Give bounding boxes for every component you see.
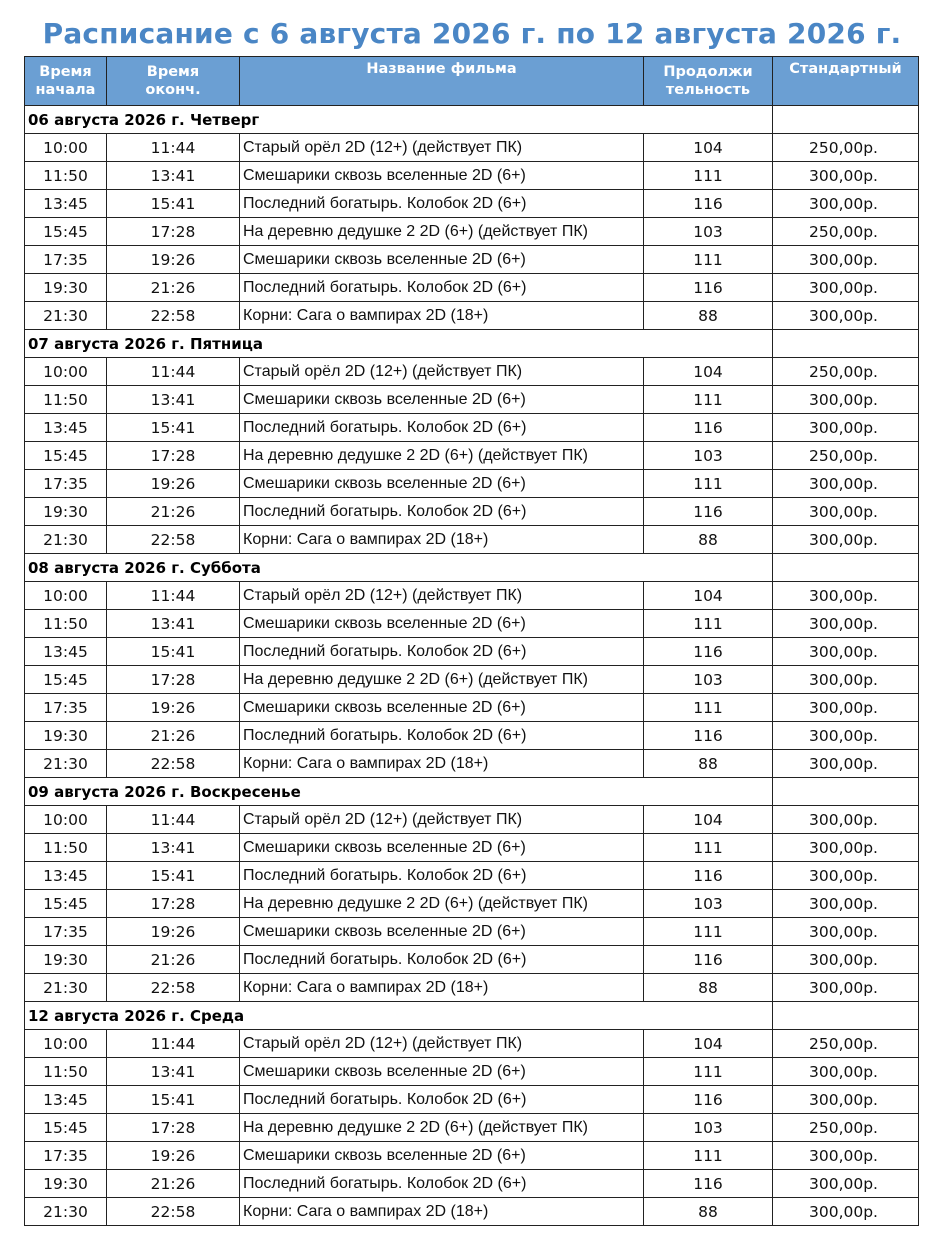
cell-end: 21:26 [107,946,240,974]
cell-price: 300,00р. [773,1086,919,1114]
cell-price: 300,00р. [773,414,919,442]
cell-film: На деревню дедушке 2 2D (6+) (действует ПК) [240,666,644,694]
cell-end: 11:44 [107,358,240,386]
cell-duration: 88 [644,526,773,554]
table-row [25,246,919,274]
cell-start: 11:50 [25,1058,107,1086]
day-header-row [25,106,919,134]
cell-film: Последний богатырь. Колобок 2D (6+) [240,722,644,750]
cell-start: 17:35 [25,470,107,498]
cell-film: Смешарики сквозь вселенные 2D (6+) [240,386,644,414]
cell-film: Корни: Сага о вампирах 2D (18+) [240,750,644,778]
cell-end: 13:41 [107,834,240,862]
cell-start: 11:50 [25,834,107,862]
cell-start: 17:35 [25,918,107,946]
cell-duration: 111 [644,1142,773,1170]
table-row [25,1142,919,1170]
cell-start: 10:00 [25,358,107,386]
cell-end: 11:44 [107,806,240,834]
cell-end: 19:26 [107,246,240,274]
cell-price: 300,00р. [773,694,919,722]
day-header-row [25,330,919,358]
cell-price: 300,00р. [773,386,919,414]
table-row [25,1198,919,1226]
cell-film: Корни: Сага о вампирах 2D (18+) [240,974,644,1002]
day-header-row [25,778,919,806]
cell-start: 21:30 [25,750,107,778]
day-label-blank-cell [773,778,919,806]
cell-start: 17:35 [25,246,107,274]
cell-end: 15:41 [107,414,240,442]
table-row [25,414,919,442]
cell-duration: 103 [644,218,773,246]
header-price: Стандартный [773,57,919,106]
cell-price: 300,00р. [773,946,919,974]
day-label: 12 августа 2026 г. Среда [25,1002,773,1030]
cell-film: Смешарики сквозь вселенные 2D (6+) [240,918,644,946]
day-label-blank-cell [773,106,919,134]
cell-film: Корни: Сага о вампирах 2D (18+) [240,302,644,330]
day-label-blank-cell [773,1002,919,1030]
cell-duration: 111 [644,470,773,498]
table-row [25,666,919,694]
schedule-table [24,56,919,1226]
table-row [25,526,919,554]
table-row [25,974,919,1002]
table-row [25,582,919,610]
table-row [25,1086,919,1114]
cell-start: 13:45 [25,862,107,890]
table-row [25,750,919,778]
day-label: 06 августа 2026 г. Четверг [25,106,773,134]
cell-end: 15:41 [107,638,240,666]
cell-film: Последний богатырь. Колобок 2D (6+) [240,414,644,442]
cell-duration: 116 [644,414,773,442]
cell-price: 300,00р. [773,806,919,834]
cell-price: 250,00р. [773,1030,919,1058]
cell-duration: 116 [644,274,773,302]
cell-end: 19:26 [107,1142,240,1170]
cell-end: 19:26 [107,918,240,946]
table-row [25,610,919,638]
cell-price: 300,00р. [773,498,919,526]
cell-price: 300,00р. [773,638,919,666]
cell-start: 15:45 [25,666,107,694]
cell-start: 21:30 [25,1198,107,1226]
cell-start: 10:00 [25,1030,107,1058]
cell-duration: 103 [644,1114,773,1142]
cell-duration: 111 [644,918,773,946]
cell-price: 300,00р. [773,162,919,190]
cell-end: 17:28 [107,666,240,694]
header-duration: Продолжи тельность [644,57,773,106]
cell-film: Смешарики сквозь вселенные 2D (6+) [240,162,644,190]
cell-film: Корни: Сага о вампирах 2D (18+) [240,526,644,554]
table-row [25,806,919,834]
table-row [25,498,919,526]
table-row [25,862,919,890]
cell-film: Последний богатырь. Колобок 2D (6+) [240,862,644,890]
header-start-time: Время начала [25,57,107,106]
cell-end: 22:58 [107,302,240,330]
cell-price: 300,00р. [773,246,919,274]
cell-price: 250,00р. [773,442,919,470]
day-header-row [25,1002,919,1030]
table-row [25,190,919,218]
cell-duration: 111 [644,610,773,638]
table-row [25,302,919,330]
cell-price: 300,00р. [773,470,919,498]
table-body [25,106,919,1226]
table-row [25,946,919,974]
cell-film: Старый орёл 2D (12+) (действует ПК) [240,1030,644,1058]
cell-price: 300,00р. [773,610,919,638]
cell-start: 19:30 [25,274,107,302]
table-row [25,1170,919,1198]
cell-end: 13:41 [107,610,240,638]
cell-end: 21:26 [107,1170,240,1198]
cell-end: 15:41 [107,1086,240,1114]
table-row [25,470,919,498]
cell-film: Последний богатырь. Колобок 2D (6+) [240,498,644,526]
cell-duration: 104 [644,1030,773,1058]
cell-film: На деревню дедушке 2 2D (6+) (действует ПК) [240,890,644,918]
cell-start: 15:45 [25,1114,107,1142]
cell-film: Смешарики сквозь вселенные 2D (6+) [240,470,644,498]
table-row [25,918,919,946]
table-row [25,218,919,246]
cell-start: 10:00 [25,134,107,162]
cell-price: 300,00р. [773,582,919,610]
cell-price: 300,00р. [773,890,919,918]
cell-start: 19:30 [25,946,107,974]
cell-start: 17:35 [25,1142,107,1170]
cell-duration: 111 [644,162,773,190]
cell-film: Последний богатырь. Колобок 2D (6+) [240,946,644,974]
cell-end: 13:41 [107,386,240,414]
cell-start: 21:30 [25,302,107,330]
cell-end: 19:26 [107,694,240,722]
cell-start: 13:45 [25,414,107,442]
cell-end: 17:28 [107,218,240,246]
cell-duration: 116 [644,190,773,218]
cell-film: Последний богатырь. Колобок 2D (6+) [240,638,644,666]
header-end-time: Время оконч. [107,57,240,106]
cell-end: 22:58 [107,526,240,554]
table-row [25,134,919,162]
cell-end: 22:58 [107,1198,240,1226]
cell-film: Корни: Сага о вампирах 2D (18+) [240,1198,644,1226]
cell-film: Последний богатырь. Колобок 2D (6+) [240,274,644,302]
cell-end: 11:44 [107,1030,240,1058]
table-row [25,1058,919,1086]
cell-price: 300,00р. [773,918,919,946]
table-row [25,442,919,470]
cell-end: 17:28 [107,890,240,918]
cell-film: Смешарики сквозь вселенные 2D (6+) [240,610,644,638]
cell-film: Старый орёл 2D (12+) (действует ПК) [240,134,644,162]
cell-film: На деревню дедушке 2 2D (6+) (действует ПК) [240,218,644,246]
cell-duration: 111 [644,694,773,722]
cell-duration: 111 [644,386,773,414]
cell-film: Смешарики сквозь вселенные 2D (6+) [240,246,644,274]
cell-end: 11:44 [107,582,240,610]
cell-start: 11:50 [25,162,107,190]
day-label: 09 августа 2026 г. Воскресенье [25,778,773,806]
cell-start: 21:30 [25,974,107,1002]
table-row [25,386,919,414]
table-row [25,890,919,918]
cell-film: Старый орёл 2D (12+) (действует ПК) [240,582,644,610]
table-row [25,274,919,302]
cell-start: 15:45 [25,890,107,918]
cell-end: 22:58 [107,750,240,778]
cell-film: На деревню дедушке 2 2D (6+) (действует ПК) [240,1114,644,1142]
cell-price: 300,00р. [773,862,919,890]
day-label-blank-cell [773,330,919,358]
cell-price: 250,00р. [773,1114,919,1142]
cell-price: 300,00р. [773,274,919,302]
cell-film: Старый орёл 2D (12+) (действует ПК) [240,806,644,834]
cell-film: Старый орёл 2D (12+) (действует ПК) [240,358,644,386]
cell-start: 19:30 [25,1170,107,1198]
cell-duration: 116 [644,638,773,666]
cell-duration: 116 [644,1086,773,1114]
cell-end: 21:26 [107,498,240,526]
cell-film: Смешарики сквозь вселенные 2D (6+) [240,834,644,862]
cell-start: 13:45 [25,1086,107,1114]
cell-duration: 104 [644,582,773,610]
cell-film: Последний богатырь. Колобок 2D (6+) [240,1086,644,1114]
cell-start: 19:30 [25,722,107,750]
cell-end: 21:26 [107,722,240,750]
cell-start: 11:50 [25,386,107,414]
day-label: 08 августа 2026 г. Суббота [25,554,773,582]
cell-duration: 116 [644,1170,773,1198]
cell-start: 10:00 [25,582,107,610]
table-row [25,834,919,862]
cell-film: Последний богатырь. Колобок 2D (6+) [240,1170,644,1198]
day-label-blank-cell [773,554,919,582]
cell-start: 10:00 [25,806,107,834]
cell-end: 19:26 [107,470,240,498]
cell-price: 300,00р. [773,834,919,862]
table-row [25,694,919,722]
cell-duration: 116 [644,946,773,974]
cell-duration: 103 [644,890,773,918]
day-label: 07 августа 2026 г. Пятница [25,330,773,358]
cell-start: 15:45 [25,218,107,246]
cell-duration: 116 [644,862,773,890]
cell-price: 250,00р. [773,358,919,386]
table-row [25,358,919,386]
table-row [25,638,919,666]
day-header-row [25,554,919,582]
cell-film: На деревню дедушке 2 2D (6+) (действует ПК) [240,442,644,470]
cell-duration: 103 [644,666,773,694]
cell-price: 250,00р. [773,218,919,246]
table-header [25,57,919,106]
cell-duration: 111 [644,1058,773,1086]
cell-end: 17:28 [107,442,240,470]
cell-duration: 88 [644,302,773,330]
cell-price: 300,00р. [773,1198,919,1226]
cell-duration: 104 [644,358,773,386]
cell-duration: 103 [644,442,773,470]
cell-start: 15:45 [25,442,107,470]
cell-end: 22:58 [107,974,240,1002]
cell-start: 13:45 [25,190,107,218]
cell-price: 300,00р. [773,666,919,694]
cell-price: 300,00р. [773,190,919,218]
table-row [25,722,919,750]
cell-film: Смешарики сквозь вселенные 2D (6+) [240,1142,644,1170]
header-film: Название фильма [240,57,644,106]
cell-end: 13:41 [107,162,240,190]
cell-duration: 116 [644,498,773,526]
cell-price: 300,00р. [773,722,919,750]
cell-duration: 88 [644,1198,773,1226]
cell-start: 19:30 [25,498,107,526]
cell-price: 300,00р. [773,1142,919,1170]
cell-price: 300,00р. [773,526,919,554]
cell-film: Смешарики сквозь вселенные 2D (6+) [240,694,644,722]
cell-price: 300,00р. [773,974,919,1002]
cell-end: 11:44 [107,134,240,162]
cell-film: Смешарики сквозь вселенные 2D (6+) [240,1058,644,1086]
cell-duration: 88 [644,974,773,1002]
cell-end: 21:26 [107,274,240,302]
cell-start: 21:30 [25,526,107,554]
cell-start: 17:35 [25,694,107,722]
cell-start: 13:45 [25,638,107,666]
cell-price: 300,00р. [773,750,919,778]
cell-end: 15:41 [107,862,240,890]
cell-duration: 111 [644,246,773,274]
page-title: Расписание с 6 августа 2026 г. по 12 августа 2026 г. [42,17,902,50]
cell-end: 15:41 [107,190,240,218]
cell-film: Последний богатырь. Колобок 2D (6+) [240,190,644,218]
cell-price: 300,00р. [773,1170,919,1198]
cell-price: 300,00р. [773,302,919,330]
cell-end: 13:41 [107,1058,240,1086]
cell-duration: 104 [644,134,773,162]
cell-duration: 104 [644,806,773,834]
cell-start: 11:50 [25,610,107,638]
table-row [25,1114,919,1142]
cell-end: 17:28 [107,1114,240,1142]
table-row [25,1030,919,1058]
cell-duration: 111 [644,834,773,862]
table-row [25,162,919,190]
cell-duration: 116 [644,722,773,750]
cell-price: 250,00р. [773,134,919,162]
cell-duration: 88 [644,750,773,778]
cell-price: 300,00р. [773,1058,919,1086]
